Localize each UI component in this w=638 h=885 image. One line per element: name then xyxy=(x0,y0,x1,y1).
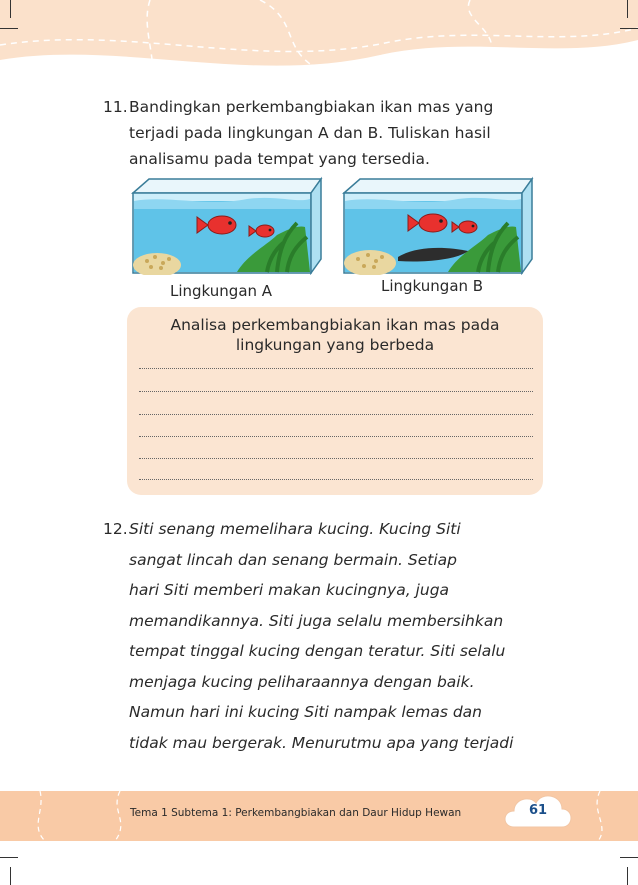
question-line: sangat lincah dan senang bermain. Setiap xyxy=(129,550,457,569)
aquarium-a-illustration xyxy=(127,175,327,275)
question-line: Siti senang memelihara kucing. Kucing Siti xyxy=(129,520,461,538)
crop-mark xyxy=(10,867,11,885)
question-text xyxy=(129,514,569,758)
question-line: menjaga kucing peliharaannya dengan baik. xyxy=(129,672,475,691)
analysis-title-line: Analisa perkembangbiakan ikan mas pada xyxy=(170,316,500,334)
crop-mark xyxy=(10,0,11,18)
page-number: 61 xyxy=(528,803,548,818)
question-line: Bandingkan perkembangbiakan ikan mas yang xyxy=(129,98,494,116)
tank-a-label: Lingkungan A xyxy=(170,282,273,300)
question-line: Namun hari ini kucing Siti nampak lemas dan xyxy=(129,703,482,721)
question-line: analisamu pada tempat yang tersedia. xyxy=(129,150,430,168)
question-text xyxy=(129,94,569,172)
header-wave-decoration xyxy=(0,0,638,95)
question-line: tempat tinggal kucing dengan teratur. Siti selalu xyxy=(129,642,506,660)
answer-line[interactable] xyxy=(139,479,533,480)
answer-line[interactable] xyxy=(139,391,533,392)
answer-line[interactable] xyxy=(139,414,533,415)
question-line: terjadi pada lingkungan A dan B. Tuliskan hasil xyxy=(129,124,491,142)
crop-mark xyxy=(0,28,18,29)
crop-mark xyxy=(627,867,628,885)
crop-mark xyxy=(620,857,638,858)
header-decoration xyxy=(0,0,638,95)
analysis-title-line: lingkungan yang berbeda xyxy=(235,336,435,354)
crop-mark xyxy=(627,0,628,18)
answer-line[interactable] xyxy=(139,458,533,459)
question-number: 11. xyxy=(103,98,128,116)
aquarium-b-illustration xyxy=(338,175,538,275)
analysis-answer-box xyxy=(127,307,543,495)
answer-line[interactable] xyxy=(139,436,533,437)
crop-mark xyxy=(620,28,638,29)
answer-line[interactable] xyxy=(139,368,533,369)
question-line: tidak mau bergerak. Menurutmu apa yang terjadi xyxy=(129,733,514,752)
question-line: hari Siti memberi makan kucingnya, juga xyxy=(129,581,450,599)
footer-title: Tema 1 Subtema 1: Perkembangbiakan dan Daur Hidup Hewan xyxy=(130,807,462,819)
question-number: 12. xyxy=(103,520,128,538)
crop-mark xyxy=(0,857,18,858)
question-line: memandikannya. Siti juga selalu membersihkan xyxy=(129,611,504,630)
tank-b-label: Lingkungan B xyxy=(381,277,484,295)
analysis-title xyxy=(127,315,543,355)
